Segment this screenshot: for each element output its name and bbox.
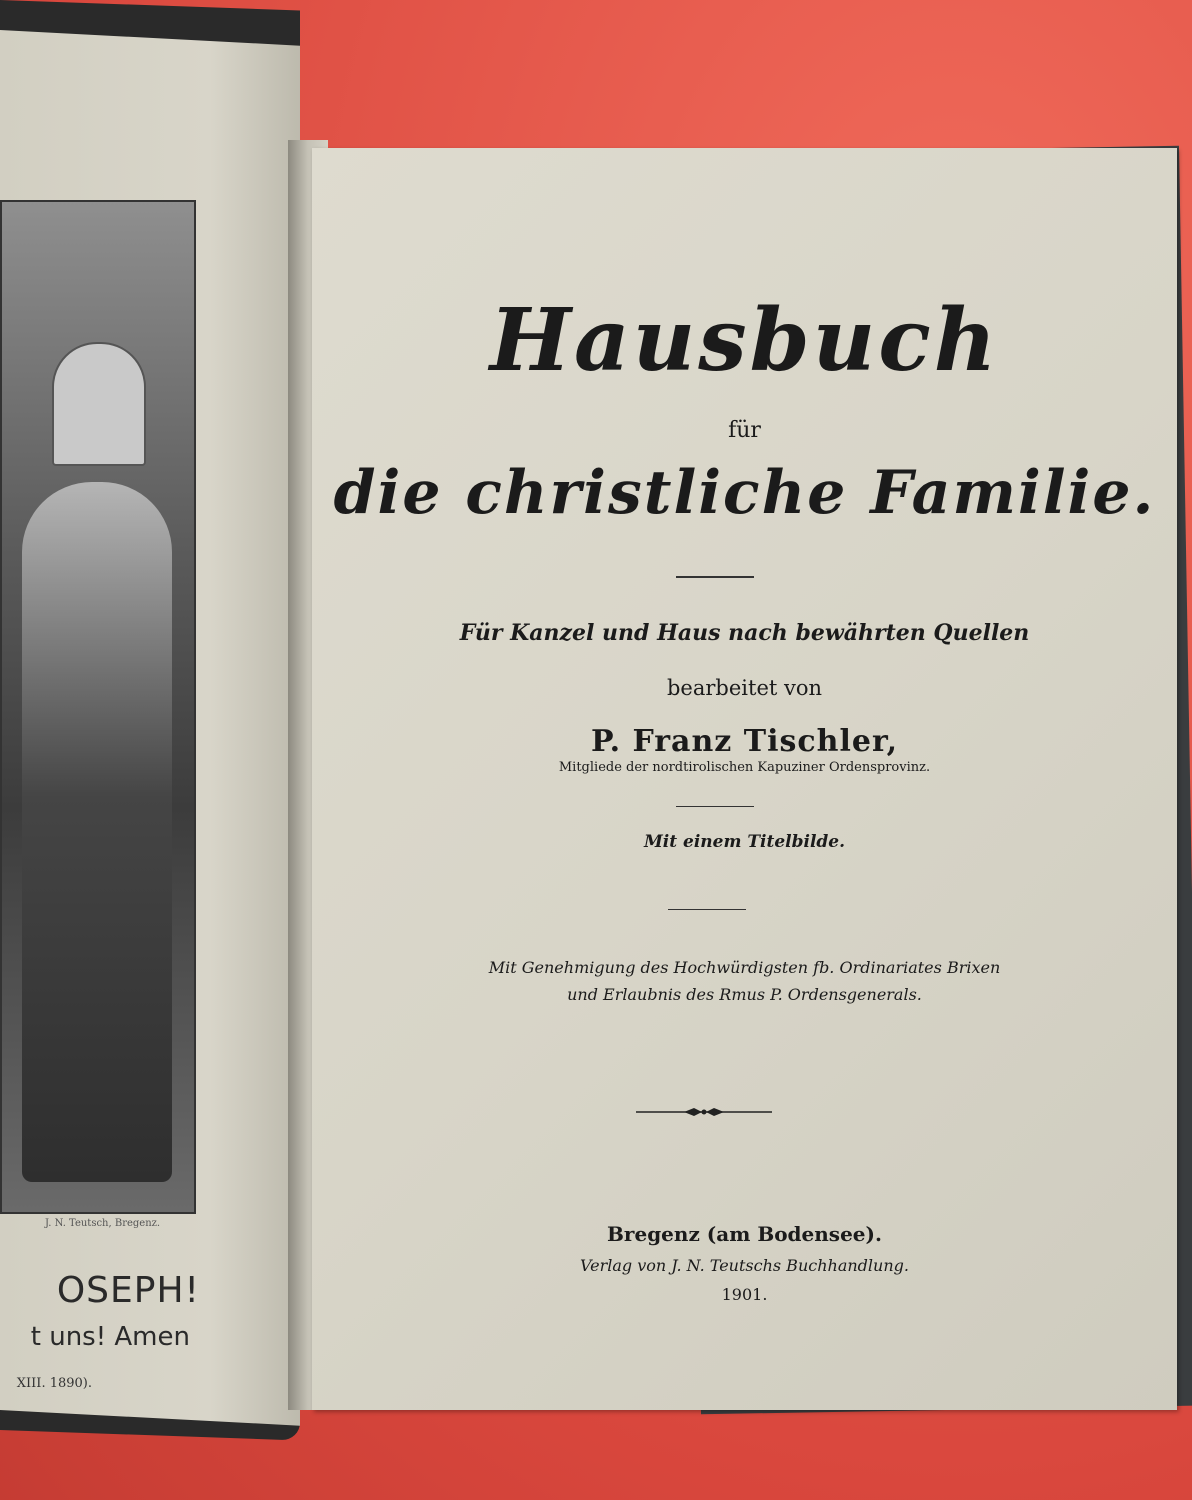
- titelbild-line: Mit einem Titelbilde.: [643, 832, 846, 852]
- left-caption-3: XIII. 1890).: [16, 1376, 92, 1391]
- author-affiliation: Mitgliede der nordtirolischen Kapuziner Ordensprovinz.: [558, 760, 931, 775]
- author-name: P. Franz Tischler,: [590, 724, 899, 759]
- book-title: Hausbuch: [489, 290, 1000, 391]
- divider-1: [676, 576, 754, 578]
- engraving-credit: J. N. Teutsch, Bregenz.: [45, 1218, 161, 1229]
- kanzel-line: Für Kanzel und Haus nach bewährten Quellen: [459, 620, 1030, 646]
- engraving-figure: [22, 482, 172, 1182]
- bearbeitet-line: bearbeitet von: [666, 676, 823, 700]
- ornament-divider: [636, 1106, 772, 1118]
- publication-year: 1901.: [721, 1285, 768, 1304]
- commandment-tablets: [52, 342, 146, 466]
- publisher: Verlag von J. N. Teutschs Buchhandlung.: [580, 1256, 909, 1275]
- approval-line-1: Mit Genehmigung des Hochwürdigsten fb. Ordinariates Brixen: [488, 958, 1001, 977]
- frontispiece-engraving: [0, 200, 196, 1214]
- title-fuer: für: [728, 418, 761, 443]
- divider-3: [668, 909, 746, 910]
- divider-2: [676, 806, 754, 807]
- approval-line-2: und Erlaubnis des Rmus P. Ordensgenerals.: [567, 985, 922, 1004]
- left-caption-1: OSEPH!: [56, 1270, 200, 1311]
- book-subtitle: die christliche Familie.: [333, 458, 1156, 528]
- publication-place: Bregenz (am Bodensee).: [607, 1222, 882, 1246]
- left-caption-2: t uns! Amen: [30, 1322, 190, 1352]
